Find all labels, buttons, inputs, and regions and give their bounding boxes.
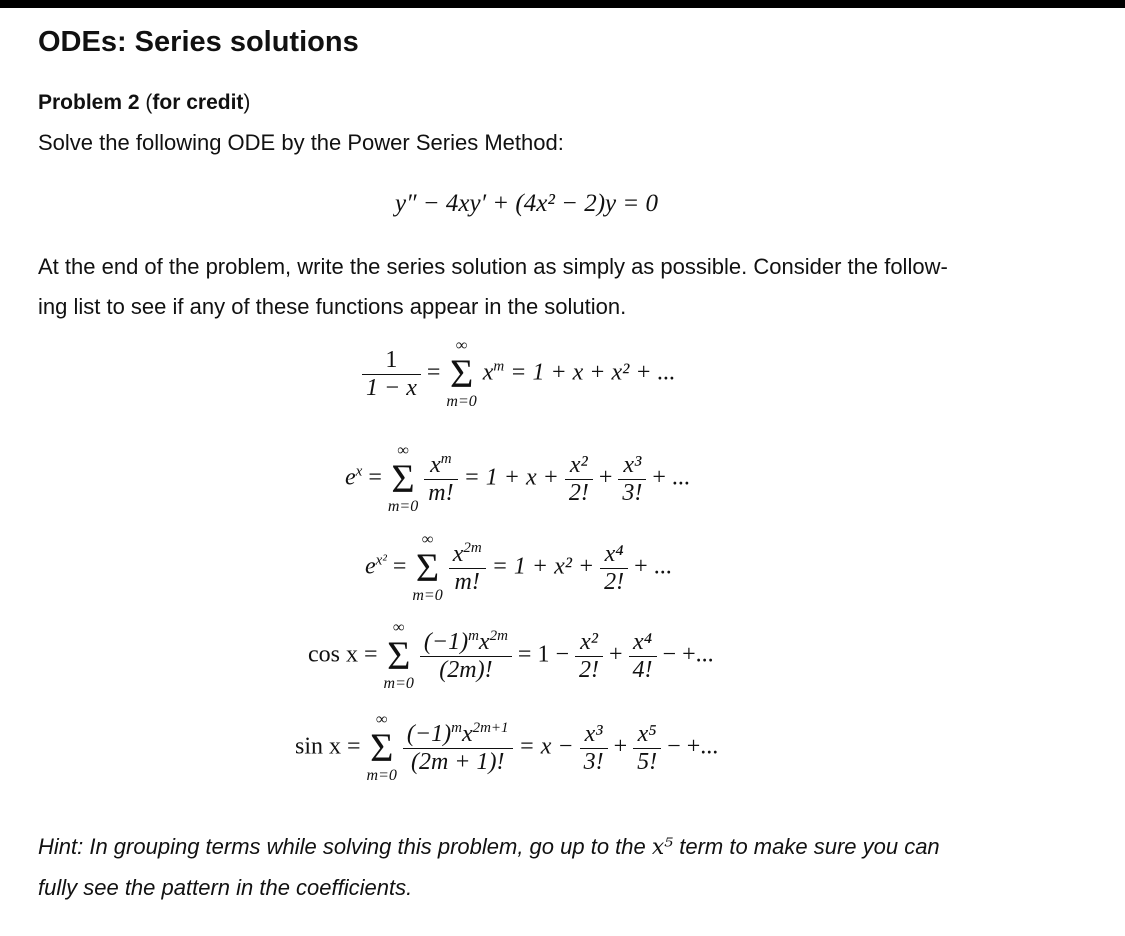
cos-term-3 [629, 629, 657, 684]
geometric-lhs-den: 1 − x [362, 374, 421, 402]
exp-sq-general-term [449, 540, 486, 596]
sin-num-exp2: 2m+1 [472, 720, 509, 736]
hint-line-1-a: Hint: In grouping terms while solving this problem, go up to the [38, 834, 652, 859]
exp-t2-den: 2! [565, 479, 593, 507]
sigma-icon: Σ [387, 633, 411, 678]
exp-sq-lhs-exp: x² [375, 552, 387, 569]
exp-t2-num: x² [569, 451, 588, 478]
sum-lower: m=0 [412, 587, 443, 604]
problem-note: (for credit) [145, 91, 251, 114]
sum-upper: ∞ [393, 619, 405, 636]
problem-heading [38, 91, 250, 115]
sum-upper: ∞ [455, 337, 468, 354]
exp-sq-t2-den: 2! [600, 568, 628, 596]
cos-t2-den: 2! [575, 656, 603, 684]
exp-sq-rhs: = 1 + x² + [491, 553, 595, 580]
geometric-rhs: = 1 + x + x² + ... [510, 359, 676, 386]
instructions-paragraph [38, 247, 1088, 327]
sin-num-mid: x [461, 721, 473, 747]
exp-sq-lhs: e [365, 553, 376, 580]
exp-t3-den: 3! [618, 479, 646, 507]
instruction: Solve the following ODE by the Power Series Method: [38, 130, 564, 155]
sum-lower: m=0 [366, 767, 397, 784]
exp-rhs: = 1 + x + [463, 464, 559, 491]
sin-term-2 [580, 721, 608, 776]
sigma-icon: Σ [391, 456, 415, 501]
geometric-lhs-num: 1 [385, 346, 398, 373]
sin-num: (−1) [406, 721, 452, 747]
sin-t2-den: 3! [580, 748, 608, 776]
exp-lhs-exp: x [355, 463, 363, 480]
geometric-sum [446, 338, 476, 410]
page-title: ODEs: Series solutions [38, 26, 359, 58]
exp-num-exp: m [440, 451, 452, 467]
sum-lower: m=0 [387, 498, 419, 515]
sin-general-term [403, 720, 513, 776]
ode-equation: y″ − 4xy′ + (4x² − 2)y = 0 [395, 190, 658, 217]
geometric-series-formula: $\frac{1}{1 - x}$ = ∞ Σ m=0 $x^m = 1 + x + x^2$ + ... [362, 338, 676, 410]
problem-label: Problem 2 [38, 91, 140, 114]
exp-lhs: e [345, 464, 356, 491]
cos-t3-den: 4! [629, 656, 657, 684]
cos-num-exp1: m [468, 628, 479, 644]
exp-t3-num: x³ [623, 451, 642, 478]
cos-general-term [420, 628, 512, 684]
cos-t2-num: x² [580, 628, 598, 655]
hint-x5: x⁵ [651, 835, 674, 860]
sin-term-3 [633, 721, 661, 776]
top-border [0, 0, 1125, 8]
geometric-term-exp: m [493, 358, 505, 375]
cos-t3-num: x⁴ [633, 628, 653, 655]
cos-series-formula: cos x = ∞ Σ m=0 $\frac{(-1)^mx^{2m}}{(2m)!}$ = 1 − $\frac{\text{x²}}{2!}$ + $\frac{\text{x⁴}}{4!}$ − +... [308, 619, 714, 692]
sum-upper: ∞ [376, 711, 388, 728]
sigma-icon: Σ [370, 725, 394, 770]
sum-upper: ∞ [421, 531, 434, 548]
exp-sq-t2-num: x⁴ [604, 540, 624, 567]
cos-lhs: cos x = [308, 641, 378, 668]
sin-series-formula: sin x = ∞ Σ m=0 $\frac{(-1)^mx^{2m+1}}{(2m + 1)!}$ = x − $\frac{\text{x³}}{3!}$ + $\frac{\text{x⁵}}{5!}$ − +... [295, 711, 719, 784]
cos-num-exp2: 2m [489, 628, 508, 644]
exp-sq-series-formula: $e^{x^2}$ = ∞ Σ m=0 $\frac{x^{2m}}{m!}$ = 1 + x² + $\frac{\text{x⁴}}{2!}$ + ... [365, 531, 672, 604]
cos-den: (2m)! [420, 656, 512, 684]
sin-num-exp1: m [451, 720, 462, 736]
hint-line-1 [38, 827, 940, 868]
hint-line-1-b: term to make sure you can [673, 834, 940, 859]
exp-sq-sum [412, 532, 442, 604]
cos-num-mid: x [478, 629, 490, 655]
sin-t3-num: x⁵ [637, 720, 657, 747]
sin-rhs: = x − [518, 733, 574, 760]
cos-tail: − +... [662, 641, 714, 668]
sum-upper: ∞ [397, 442, 409, 459]
exp-sq-num-exp: 2m [463, 540, 482, 556]
sin-sum [367, 712, 397, 784]
para-line-2: ing list to see if any of these functions appear in the solution. [38, 294, 627, 319]
sin-den: (2m + 1)! [403, 748, 513, 776]
exp-sq-num: x [452, 541, 464, 567]
sigma-icon: Σ [415, 545, 440, 590]
sum-lower: m=0 [446, 393, 477, 410]
sin-lhs: sin x = [295, 733, 361, 760]
geometric-lhs [362, 347, 421, 402]
exp-sq-term-2 [600, 541, 628, 596]
exp-term-3 [618, 452, 646, 507]
exp-tail: + ... [652, 464, 690, 491]
exp-sq-tail: + ... [634, 553, 672, 580]
cos-rhs: = 1 − [517, 641, 569, 668]
cos-term-2 [575, 629, 603, 684]
geometric-term: x [482, 359, 494, 386]
exp-den: m! [424, 479, 457, 507]
exp-sq-den: m! [449, 568, 486, 596]
exp-series-formula: $e^x$ = ∞ Σ m=0 $\frac{x^m}{m!}$ = 1 + x + $\frac{\text{x²}}{2!}$ + $\frac{\text{x³}}{3!}$ + ... [345, 442, 690, 515]
sin-t3-den: 5! [633, 748, 661, 776]
sin-t2-num: x³ [584, 720, 603, 747]
cos-sum [384, 620, 414, 692]
exp-term-2 [565, 452, 593, 507]
hint-line-2: fully see the pattern in the coefficients. [38, 875, 413, 900]
sigma-icon: Σ [449, 351, 474, 396]
sum-lower: m=0 [383, 675, 414, 692]
exp-sum [388, 443, 418, 515]
exp-general-term [424, 451, 457, 507]
cos-num: (−1) [423, 629, 469, 655]
hint-paragraph [38, 827, 940, 908]
sin-tail: − +... [667, 733, 719, 760]
exp-num: x [430, 452, 441, 478]
para-line-1: At the end of the problem, write the series solution as simply as possible. Consider the follow- [38, 254, 948, 279]
